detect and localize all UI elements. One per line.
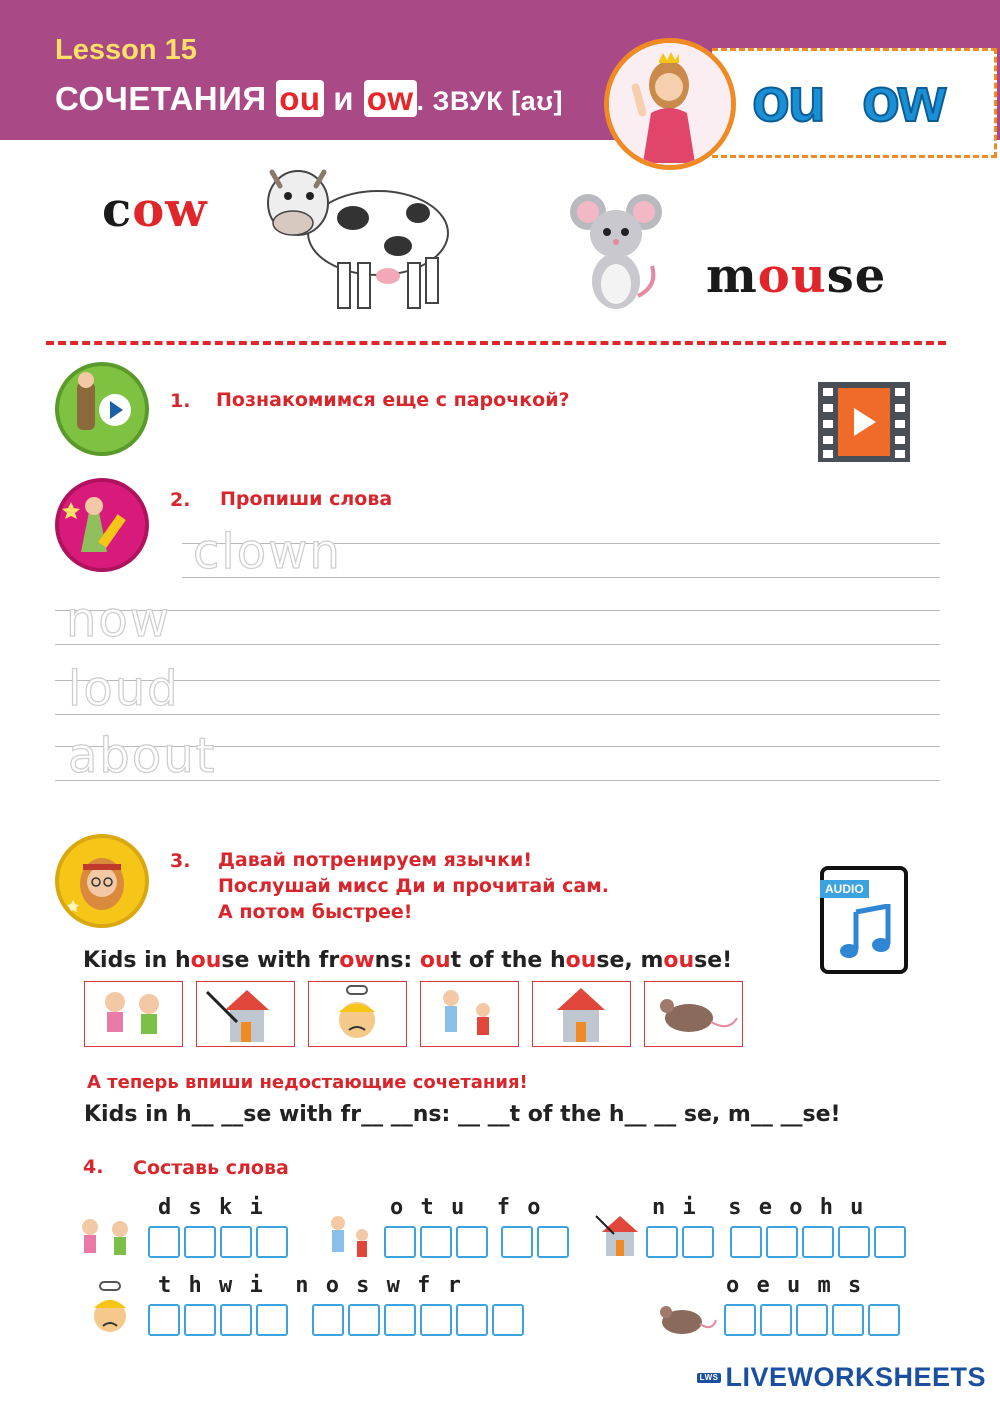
writing-line (55, 680, 940, 681)
trace-word-now[interactable]: now (66, 592, 172, 648)
kids-icon (72, 1215, 142, 1260)
letter-box[interactable] (766, 1226, 798, 1258)
letter-box[interactable] (420, 1304, 452, 1336)
letter-box[interactable] (492, 1304, 524, 1336)
music-note-icon (836, 904, 896, 964)
letter-box[interactable] (184, 1304, 216, 1336)
cow-image (258, 158, 458, 318)
mouse-icon (652, 1296, 718, 1340)
picture-push-out (420, 981, 519, 1047)
letter-box[interactable] (646, 1226, 678, 1258)
big-ou: ou (752, 66, 824, 135)
task1-number: 1. (170, 390, 191, 412)
letter-box[interactable] (220, 1226, 252, 1258)
scramble-with-frowns: t h w i n o s w f r (158, 1273, 463, 1298)
scramble-kids: d s k i (158, 1195, 265, 1220)
letter-box[interactable] (456, 1304, 488, 1336)
writing-line (55, 644, 940, 645)
title-ou: ou (276, 80, 323, 117)
letter-box[interactable] (420, 1226, 452, 1258)
title-part2: . ЗВУК [aʊ] (416, 86, 563, 116)
letter-box[interactable] (256, 1304, 288, 1336)
letter-box[interactable] (724, 1304, 756, 1336)
scramble-mouse: o e u m s (726, 1273, 864, 1298)
trace-word-loud[interactable]: loud (68, 661, 180, 717)
liveworksheets-brand: LIVEWORKSHEETS (725, 1362, 986, 1392)
letter-box[interactable] (868, 1304, 900, 1336)
picture-house-arrow (196, 981, 295, 1047)
section-divider (46, 341, 946, 345)
trace-word-about[interactable]: about (68, 728, 217, 784)
task2-number: 2. (170, 489, 191, 511)
title-part1: СОЧЕТАНИЯ (55, 80, 267, 117)
push-out-icon (322, 1213, 380, 1261)
big-ow: ow (862, 66, 945, 135)
letter-box[interactable] (796, 1304, 828, 1336)
letter-box[interactable] (874, 1226, 906, 1258)
scramble-out-of: o t u f o (390, 1195, 543, 1220)
task3-teacher-icon (55, 834, 149, 928)
task3-instructions: Давай потренируем язычки! Послушай мисс Ди и прочитай сам. А потом быстрее! (218, 849, 609, 923)
letter-box[interactable] (384, 1226, 416, 1258)
frown-icon (90, 1280, 130, 1336)
ou-ow-banner (712, 48, 997, 158)
answer-boxes-frowns (312, 1304, 524, 1336)
word-cow: cow (102, 182, 208, 238)
teacher-photo (604, 38, 736, 170)
letter-box[interactable] (456, 1226, 488, 1258)
answer-boxes-mouse (724, 1304, 900, 1336)
audio-button[interactable] (820, 866, 908, 974)
title-ow: ow (364, 80, 417, 117)
task2-write-icon (55, 478, 149, 572)
task3-number: 3. (170, 850, 191, 872)
task1-text: Познакомимся еще с парочкой? (216, 389, 570, 411)
letter-box[interactable] (348, 1304, 380, 1336)
scramble-in-house: n i s e o h u (652, 1195, 866, 1220)
house-arrow-icon (594, 1212, 640, 1258)
page-title (55, 80, 563, 118)
picture-frown (308, 981, 407, 1047)
letter-box[interactable] (838, 1226, 870, 1258)
answer-boxes-kids (148, 1226, 288, 1258)
letter-box[interactable] (682, 1226, 714, 1258)
picture-house (532, 981, 631, 1047)
answer-boxes-of (501, 1226, 569, 1258)
fill-sentence[interactable]: Kids in h__ __se with fr__ __ns: __ __t of the h__ __ se, m__ __se! (84, 1102, 841, 1127)
letter-box[interactable] (148, 1304, 180, 1336)
letter-box[interactable] (312, 1304, 344, 1336)
word-mouse: mouse (706, 248, 887, 304)
mouse-image (566, 186, 666, 316)
lws-badge: LWS (697, 1373, 722, 1383)
letter-box[interactable] (832, 1304, 864, 1336)
fill-instruction: А теперь впиши недостающие сочетания! (87, 1072, 528, 1093)
title-and: и (333, 80, 355, 117)
task4-text: Составь слова (133, 1157, 289, 1179)
letter-box[interactable] (256, 1226, 288, 1258)
letter-box[interactable] (730, 1226, 762, 1258)
lesson-label: Lesson 15 (55, 34, 197, 66)
tongue-twister: Kids in house with frowns: out of the house, mouse! (83, 948, 733, 973)
writing-line (55, 610, 940, 611)
answer-boxes-in (646, 1226, 714, 1258)
word-mouse-highlight: ou (757, 248, 827, 304)
liveworksheets-logo[interactable] (697, 1362, 986, 1393)
picture-kids (84, 981, 183, 1047)
video-film-icon[interactable] (818, 382, 910, 462)
task4-number: 4. (83, 1156, 104, 1178)
letter-box[interactable] (760, 1304, 792, 1336)
letter-box[interactable] (537, 1226, 569, 1258)
word-cow-highlight: ow (132, 182, 208, 238)
answer-boxes-house (730, 1226, 906, 1258)
answer-boxes-with (148, 1304, 288, 1336)
audio-label: AUDIO (820, 880, 869, 898)
trace-word-clown[interactable]: clown (193, 524, 342, 580)
task2-text: Пропиши слова (220, 488, 393, 510)
letter-box[interactable] (501, 1226, 533, 1258)
letter-box[interactable] (220, 1304, 252, 1336)
letter-box[interactable] (384, 1304, 416, 1336)
letter-box[interactable] (802, 1226, 834, 1258)
task1-video-icon[interactable] (55, 362, 149, 456)
picture-mouse (644, 981, 743, 1047)
letter-box[interactable] (184, 1226, 216, 1258)
answer-boxes-out (384, 1226, 488, 1258)
writing-line (55, 714, 940, 715)
letter-box[interactable] (148, 1226, 180, 1258)
